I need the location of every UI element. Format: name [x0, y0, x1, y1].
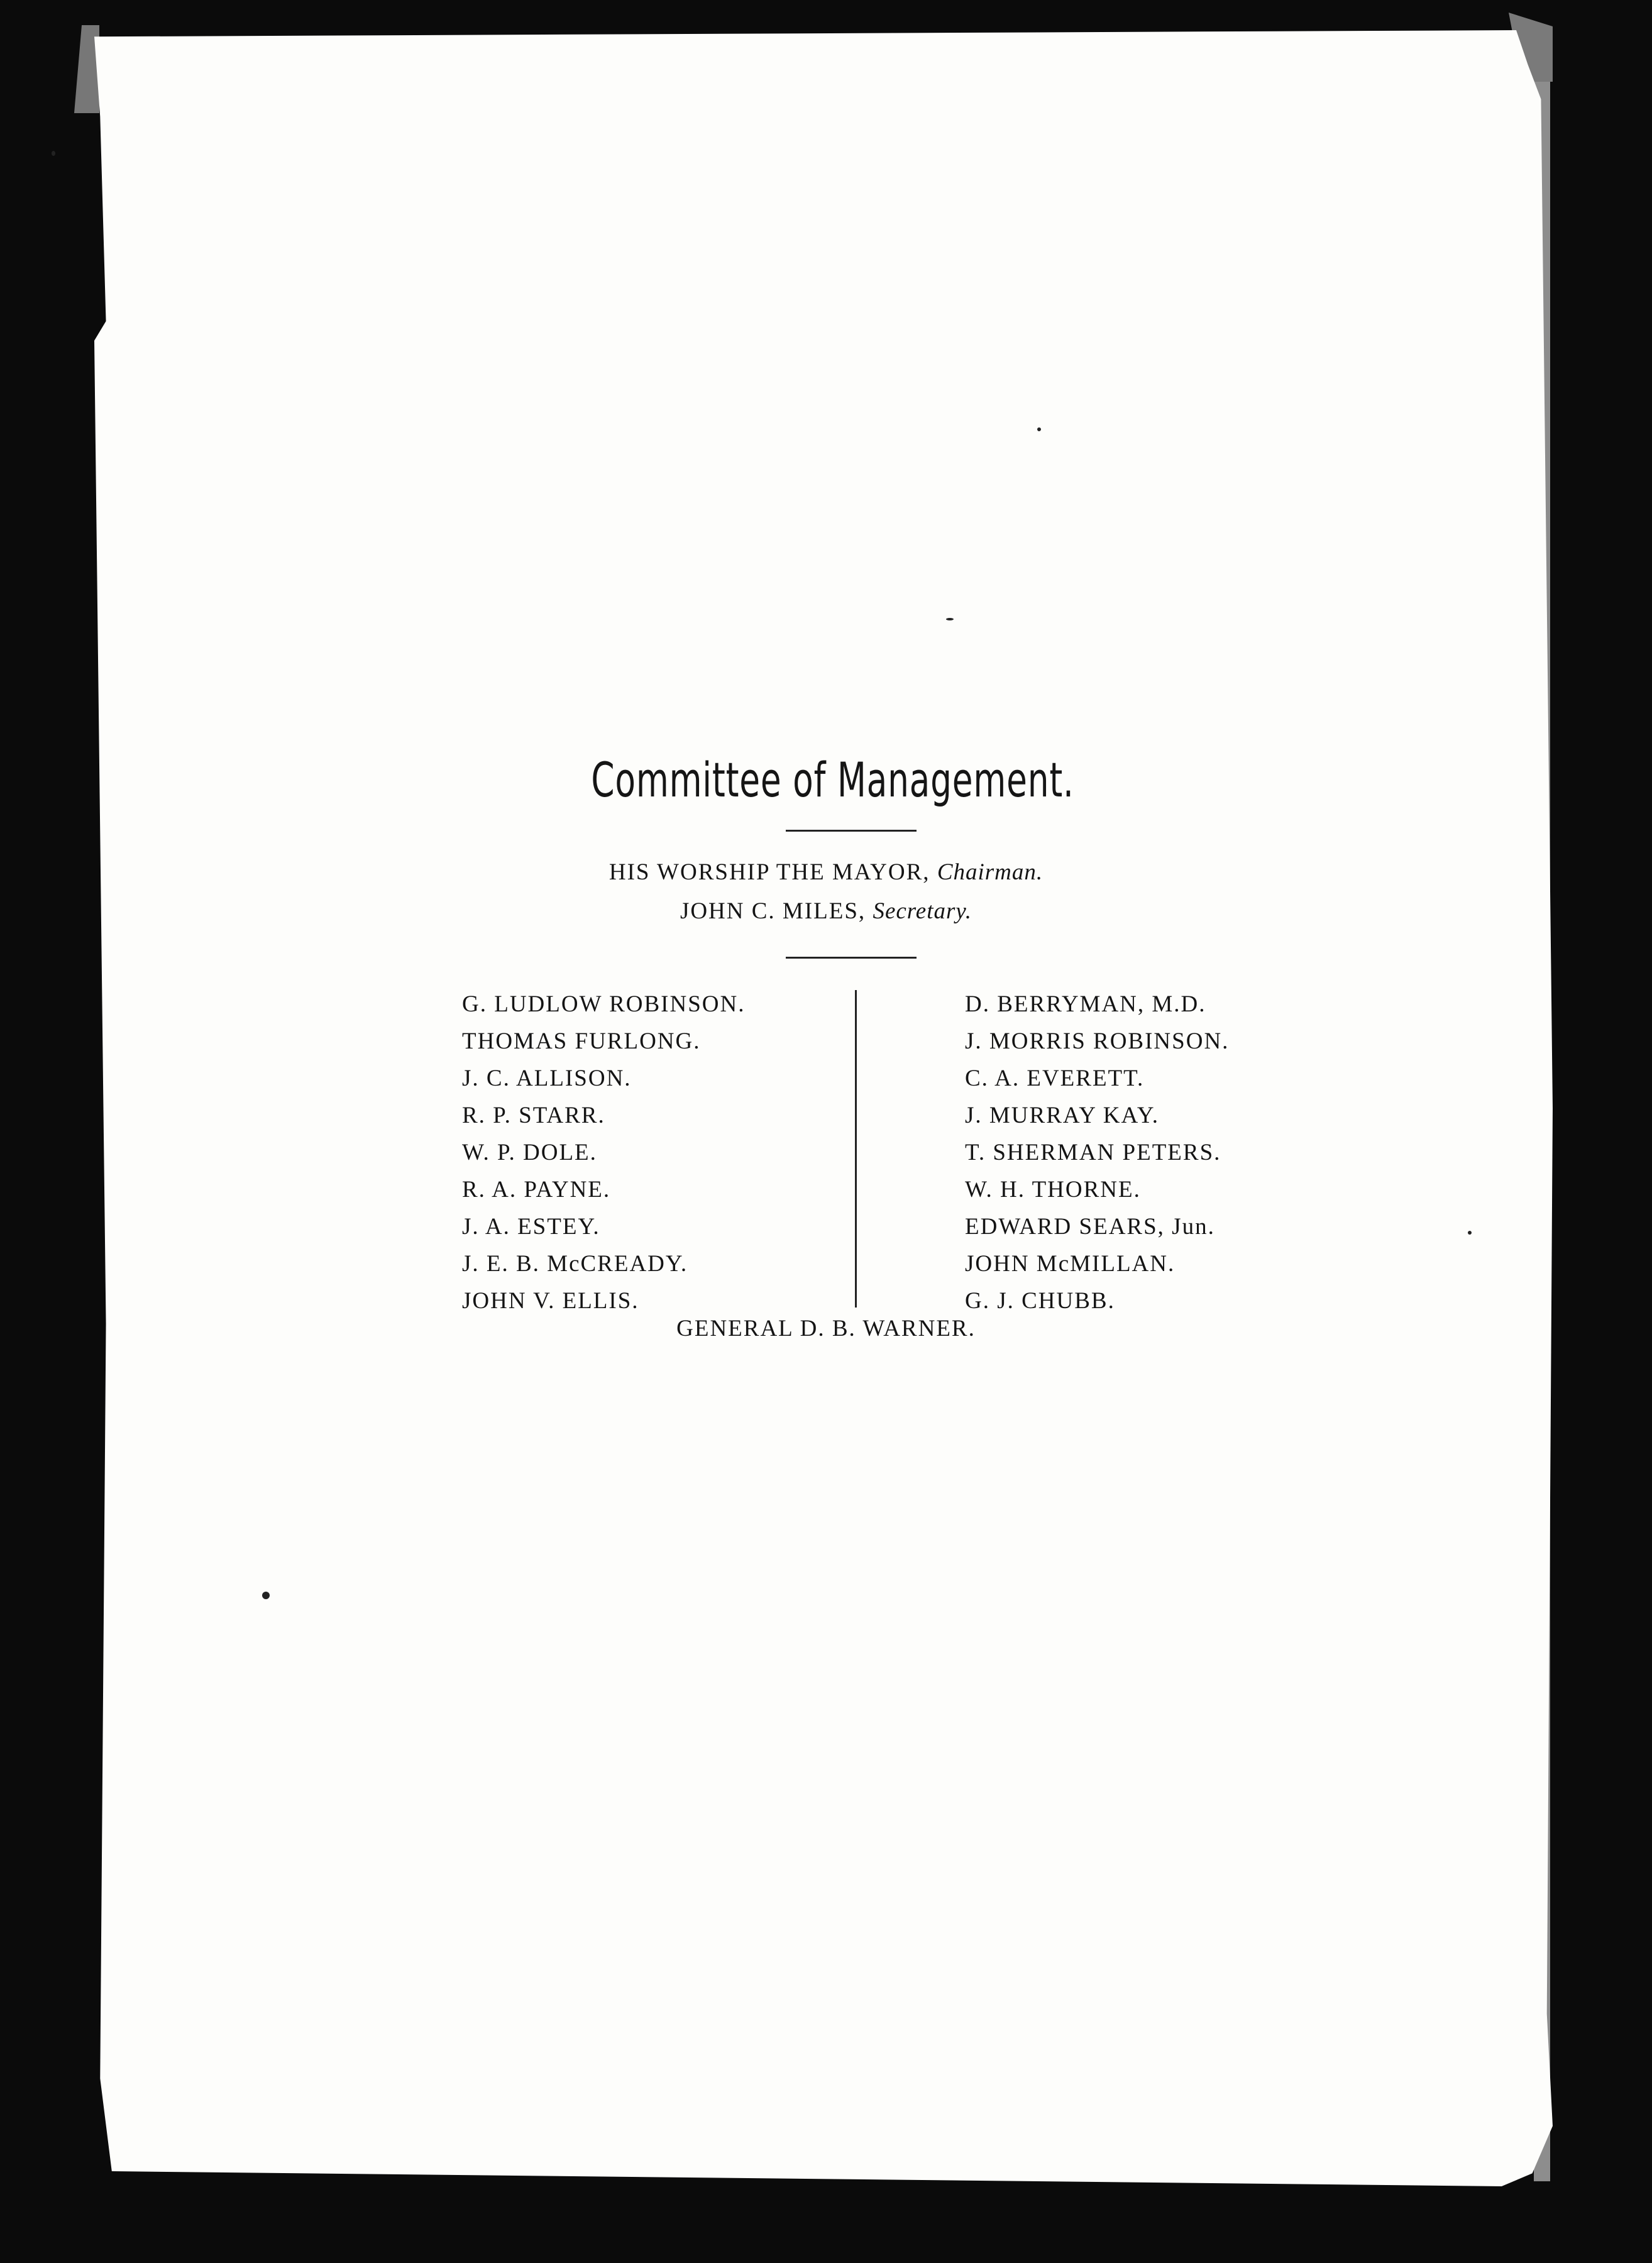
- document-page: [94, 30, 1553, 2186]
- member-name: EDWARD SEARS, Jun.: [965, 1214, 1215, 1240]
- page-title: Committee of Management.: [591, 752, 1074, 808]
- ink-speck: [1037, 427, 1041, 431]
- member-name: W. H. THORNE.: [965, 1177, 1141, 1203]
- member-name: J. C. ALLISON.: [462, 1065, 632, 1091]
- member-name: R. P. STARR.: [462, 1103, 605, 1128]
- ink-speck: [262, 1592, 270, 1599]
- member-name: D. BERRYMAN, M.D.: [965, 991, 1206, 1017]
- member-name: JOHN McMILLAN.: [965, 1251, 1176, 1277]
- member-name: R. A. PAYNE.: [462, 1177, 611, 1203]
- member-name: J. MURRAY KAY.: [965, 1103, 1160, 1128]
- ink-speck: [1468, 1231, 1472, 1235]
- chairman-line: [0, 859, 1652, 886]
- member-name: W. P. DOLE.: [462, 1140, 597, 1165]
- chairman-name: HIS WORSHIP THE MAYOR,: [608, 859, 930, 885]
- title-rule: [786, 830, 917, 832]
- member-name: J. MORRIS ROBINSON.: [965, 1028, 1230, 1054]
- member-name: J. E. B. McCREADY.: [462, 1251, 688, 1277]
- ink-speck: [946, 618, 954, 620]
- member-name: T. SHERMAN PETERS.: [965, 1140, 1221, 1165]
- member-name: J. A. ESTEY.: [462, 1214, 600, 1240]
- column-divider: [855, 990, 857, 1308]
- secretary-line: [0, 898, 1652, 925]
- officers-rule: [786, 957, 917, 959]
- final-member: GENERAL D. B. WARNER.: [676, 1316, 976, 1341]
- member-name: G. J. CHUBB.: [965, 1288, 1115, 1314]
- secretary-name: JOHN C. MILES,: [680, 898, 866, 924]
- member-name: C. A. EVERETT.: [965, 1065, 1145, 1091]
- member-name: JOHN V. ELLIS.: [462, 1288, 639, 1314]
- member-name: G. LUDLOW ROBINSON.: [462, 991, 746, 1017]
- member-name: THOMAS FURLONG.: [462, 1028, 701, 1054]
- secretary-role: Secretary.: [873, 898, 972, 924]
- members-left-column: [462, 986, 745, 1319]
- members-right-column: [965, 986, 1229, 1319]
- ink-speck: [52, 151, 55, 156]
- chairman-role: Chairman.: [937, 859, 1044, 885]
